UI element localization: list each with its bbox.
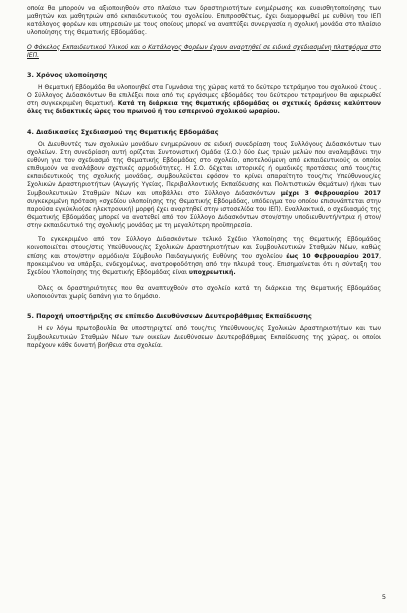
implementation-time-emphasis: Κατά τη διάρκεια της θεματικής εβδομάδας οι σχετικές δράσεις καλύπτουν όλες τις διδακτικές ώρες του πρωινού ή του εσπερινού σχολικού ωραρίου. — [27, 100, 381, 116]
implementation-time-text: Η Θεματική Εβδομάδα θα υλοποιηθεί στα Γυμνάσια της χώρας κατά το δεύτερο τετράμηνο του σχολικού έτους . Ο Σύλλογος Διδασκόντων θα επιλέξει ποια από τις εργάσιμες εβδομάδες του δεύτερου τετραμήνου θα αφιερωθεί στη συγκεκριμένη θεματική. — [27, 83, 381, 108]
planning-text-part1: Οι Διευθυντές των σχολικών μονάδων ενημερώνουν σε ειδική συνεδρίαση τους Συλλόγους Διδασκόντων των σχολείων. Στη συνεδρίαση αυτή ορίζεται Συντονιστική Ομάδα (Σ.Ο.) δύο έως τριών μελών που αναλαμβάνει την ευθύνη για τον σχεδιασμό της Θεματικής Εβδομάδας στο σχολείο, αποτελούμενη από εκπαιδευτικούς οι οποίοι επιθυμούν να αναλάβουν σχετικές αρμοδιότητες. Η Σ.Ο. δέχεται ιστορικές ή ομαδικές προτάσεις από τους/τις εκπαιδευτικούς της σχολικής μονάδας, συμβουλεύεται εφόσον το κρίνει απαραίτητο τους/τις Υπεύθυνους/ες Σχολικών Δραστηριοτήτων (Αγωγής Υγείας, Περιβαλλοντικής Εκπαίδευσης και Πολιτιστικών Θεμάτων) ή/και των Συμβουλευτικών Σταθμών Νέων και υποβάλλει στο Σύλλογο Διδασκόντων — [27, 140, 381, 197]
approved-plan-mandatory: υποχρεωτική. — [188, 268, 236, 276]
planning-deadline: μέχρι 3 Φεβρουαρίου 2017 — [280, 189, 381, 197]
page-number: 5 — [381, 593, 386, 601]
heading-implementation-time: 3. Χρόνος υλοποίησης — [27, 70, 108, 79]
paragraph-support: Η εν λόγω πρωτοβουλία θα υποστηριχτεί από τους/τις Υπεύθυνους/ες Σχολικών Δραστηριοτήτων και των Συμβουλευτικών Σταθμών Νέων των οικείων Διευθύνσεων Δευτεροβάθμιας Εκπαίδευσης της χώρας, οι οποίοι παρέχουν κάθε δυνατή βοήθεια στα σχολεία. — [27, 325, 381, 349]
paragraph-platform-note — [27, 44, 381, 60]
heading-support: 5. Παροχή υποστήριξης σε επίπεδο Διευθύνσεων Δευτεροβάθμιας Εκπαίδευσης — [27, 312, 312, 321]
paragraph-approved-plan — [27, 236, 381, 277]
approved-plan-deadline: έως 10 Φεβρουαρίου 2017 — [286, 252, 380, 260]
paragraph-implementation-time — [27, 84, 381, 117]
approved-plan-text-part2: , προκειμένου να υπάρξει, ενδεχομένως, ανατροφοδότηση από την πλευρά τους. Επισημαίνεται ότι η σύνταξη του Σχεδίου Υλοποίησης της Θεματικής Εβδομάδας είναι — [27, 252, 381, 276]
approved-plan-text-part1: Το εγκεκριμένο από τον Σύλλογο Διδασκόντων τελικό Σχέδιο Υλοποίησης της Θεματικής Εβδομάδας κοινοποιείται στους/στις Υπεύθυνους/ες Σχολικών Δραστηριοτήτων και Συμβουλευτικών Σταθμών Νέων, καθώς επίσης και στον/στην αρμόδιο/α Σύμβουλο Παιδαγωγικής Ευθύνης του σχολείου — [27, 236, 381, 260]
paragraph-materials: οποία θα μπορούν να αξιοποιηθούν στο πλαίσιο των δραστηριοτήτων ενημέρωσης και ευαισθητοποίησης των μαθητών και μαθητριών από εκπαιδευτικούς του σχολείου. Επιπροσθέτως, έχει διαμορφωθεί με ευθύνη του ΙΕΠ κατάλογος φορέων και υπηρεσιών με τους οποίους μπορεί να αναπτύξει συνεργασία η σχολική μονάδα στο πλαίσιο υλοποίησης της Θεματικής Εβδομάδας. — [27, 5, 381, 37]
paragraph-no-cost: Όλες οι δραστηριότητες που θα αναπτυχθούν στο σχολείο κατά τη διάρκεια της Θεματικής Εβδομάδας υλοποιούνται χωρίς δαπάνη για το δημόσιο. — [27, 285, 381, 301]
heading-planning-procedures: 4. Διαδικασίες Σχεδιασμού της Θεματικής Εβδομάδας — [27, 127, 219, 136]
platform-note-text: Ο Φάκελος Εκπαιδευτικού Υλικού και ο Κατάλογος Φορέων έχουν αναρτηθεί σε ειδικά σχεδιασμένη πλατφόρμα στο ΙΕΠ. — [27, 43, 381, 59]
planning-text-part2: συγκεκριμένη πρόταση «σχεδίου υλοποίησης της Θεματικής Εβδομάδας, υπόδειγμα του οποίου επισυνάπτεται στην παρούσα εγκύκλιο(σε ηλεκτρονική) μορφή έχει αναρτηθεί στην ιστοσελίδα του ΙΕΠ). Εναλλακτικά, ο σχεδιασμός της Θεματικής Εβδομάδας μπορεί να ανατεθεί από τον Σύλλογο Διδασκόντων στον/στην υποδιευθυντή/ντρια ή στον/στην εκπαιδευτικό της σχολικής μονάδας με τη μεγαλύτερη προϋπηρεσία. — [27, 197, 381, 230]
paragraph-planning-procedures — [27, 141, 381, 231]
